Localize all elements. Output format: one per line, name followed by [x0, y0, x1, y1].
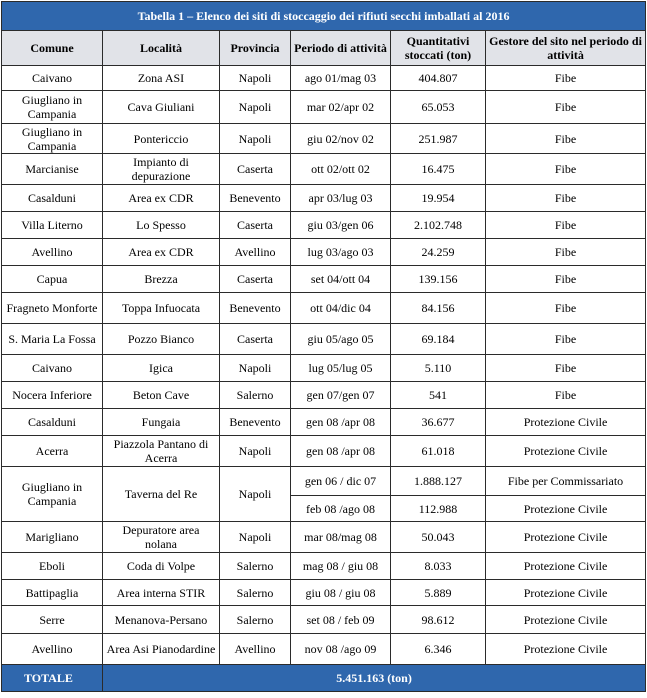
cell-gestore: Protezione Civile: [486, 522, 646, 553]
cell-quantitativo: 139.156: [391, 266, 486, 293]
cell-provincia: Napoli: [220, 522, 291, 553]
cell-comune: Nocera Inferiore: [2, 382, 103, 409]
cell-localita: Area interna STIR: [103, 580, 220, 606]
cell-periodo: set 04/ott 04: [291, 266, 391, 293]
cell-gestore: Fibe per Commissariato: [486, 467, 646, 496]
cell-localita: Pontericcio: [103, 124, 220, 154]
cell-quantitativo: 541: [391, 382, 486, 409]
cell-periodo: gen 07/gen 07: [291, 382, 391, 409]
column-header-provincia: Provincia: [220, 31, 291, 66]
table-row: [2, 606, 646, 634]
cell-quantitativo: 251.987: [391, 124, 486, 154]
cell-provincia: Avellino: [220, 634, 291, 665]
table-row: [2, 124, 646, 154]
cell-gestore: Protezione Civile: [486, 496, 646, 522]
column-header-quantitativo: Quantitativi stoccati (ton): [391, 31, 486, 66]
cell-localita: Brezza: [103, 266, 220, 293]
cell-localita: Pozzo Bianco: [103, 324, 220, 355]
cell-quantitativo: 84.156: [391, 293, 486, 324]
cell-comune: Eboli: [2, 553, 103, 580]
cell-periodo: mar 02/apr 02: [291, 91, 391, 124]
cell-periodo: giu 08 / giu 08: [291, 580, 391, 606]
cell-comune: S. Maria La Fossa: [2, 324, 103, 355]
table-row: [2, 634, 646, 665]
cell-gestore: Fibe: [486, 124, 646, 154]
table-row: [2, 91, 646, 124]
cell-periodo: gen 08 /apr 08: [291, 436, 391, 467]
table-row: [2, 154, 646, 185]
cell-localita: Area Asi Pianodardine: [103, 634, 220, 665]
cell-provincia: Napoli: [220, 91, 291, 124]
cell-comune: Avellino: [2, 634, 103, 665]
column-header-gestore: Gestore del sito nel periodo di attività: [486, 31, 646, 66]
cell-localita: Depuratore area nolana: [103, 522, 220, 553]
cell-comune: Villa Literno: [2, 212, 103, 239]
cell-gestore: Fibe: [486, 293, 646, 324]
total-label: TOTALE: [2, 665, 103, 692]
cell-localita: Piazzola Pantano di Acerra: [103, 436, 220, 467]
cell-comune: Giugliano in Campania: [2, 91, 103, 124]
cell-periodo: nov 08 /ago 09: [291, 634, 391, 665]
cell-gestore: Fibe: [486, 66, 646, 91]
table-body: [2, 66, 646, 665]
cell-periodo: apr 03/lug 03: [291, 185, 391, 212]
cell-comune: Giugliano in Campania: [2, 124, 103, 154]
cell-periodo: lug 05/lug 05: [291, 355, 391, 382]
table-row: [2, 324, 646, 355]
cell-periodo: ago 01/mag 03: [291, 66, 391, 91]
cell-gestore: Fibe: [486, 154, 646, 185]
cell-quantitativo: 5.110: [391, 355, 486, 382]
cell-localita: Coda di Volpe: [103, 553, 220, 580]
cell-provincia: Caserta: [220, 212, 291, 239]
cell-provincia: Napoli: [220, 436, 291, 467]
cell-provincia: Caserta: [220, 324, 291, 355]
cell-periodo: lug 03/ago 03: [291, 239, 391, 266]
cell-quantitativo: 61.018: [391, 436, 486, 467]
cell-provincia: Caserta: [220, 266, 291, 293]
cell-localita: Beton Cave: [103, 382, 220, 409]
table-row: [2, 522, 646, 553]
cell-periodo: gen 06 / dic 07: [291, 467, 391, 496]
cell-localita: Area ex CDR: [103, 185, 220, 212]
header-row: [2, 31, 646, 66]
cell-provincia: Salerno: [220, 606, 291, 634]
cell-gestore: Fibe: [486, 382, 646, 409]
cell-comune: Avellino: [2, 239, 103, 266]
cell-periodo: set 08 / feb 09: [291, 606, 391, 634]
cell-gestore: Protezione Civile: [486, 634, 646, 665]
column-header-localita: Località: [103, 31, 220, 66]
cell-comune: Marigliano: [2, 522, 103, 553]
table-row: [2, 436, 646, 467]
cell-quantitativo: 8.033: [391, 553, 486, 580]
cell-comune: Caivano: [2, 355, 103, 382]
table-row: [2, 580, 646, 606]
cell-provincia: Napoli: [220, 355, 291, 382]
cell-quantitativo: 6.346: [391, 634, 486, 665]
table-row: [2, 355, 646, 382]
cell-comune: Giugliano in Campania: [2, 467, 103, 522]
cell-comune: Fragneto Monforte: [2, 293, 103, 324]
cell-quantitativo: 24.259: [391, 239, 486, 266]
cell-quantitativo: 69.184: [391, 324, 486, 355]
cell-quantitativo: 2.102.748: [391, 212, 486, 239]
cell-comune: Casalduni: [2, 185, 103, 212]
cell-localita: Menanova-Persano: [103, 606, 220, 634]
cell-provincia: Napoli: [220, 66, 291, 91]
cell-gestore: Fibe: [486, 266, 646, 293]
cell-periodo: ott 02/ott 02: [291, 154, 391, 185]
cell-provincia: Salerno: [220, 553, 291, 580]
waste-storage-table: [1, 1, 646, 692]
cell-comune: Marcianise: [2, 154, 103, 185]
cell-comune: Acerra: [2, 436, 103, 467]
cell-provincia: Salerno: [220, 580, 291, 606]
table-row: [2, 266, 646, 293]
table-row: [2, 239, 646, 266]
table-row: [2, 382, 646, 409]
cell-localita: Impianto di depurazione: [103, 154, 220, 185]
cell-provincia: Napoli: [220, 467, 291, 522]
cell-quantitativo: 36.677: [391, 409, 486, 436]
table-row: [2, 293, 646, 324]
table-row: [2, 553, 646, 580]
cell-provincia: Salerno: [220, 382, 291, 409]
table-row: [2, 185, 646, 212]
cell-provincia: Benevento: [220, 409, 291, 436]
table-title: Tabella 1 – Elenco dei siti di stoccaggio dei rifiuti secchi imballati al 2016: [2, 2, 646, 31]
cell-periodo: mar 08/mag 08: [291, 522, 391, 553]
cell-quantitativo: 1.888.127: [391, 467, 486, 496]
cell-periodo: gen 08 /apr 08: [291, 409, 391, 436]
total-value: 5.451.163 (ton): [103, 665, 646, 692]
cell-gestore: Protezione Civile: [486, 553, 646, 580]
cell-gestore: Fibe: [486, 91, 646, 124]
cell-localita: Fungaia: [103, 409, 220, 436]
cell-periodo: giu 03/gen 06: [291, 212, 391, 239]
cell-gestore: Protezione Civile: [486, 580, 646, 606]
cell-quantitativo: 65.053: [391, 91, 486, 124]
cell-comune: Casalduni: [2, 409, 103, 436]
cell-localita: Cava Giuliani: [103, 91, 220, 124]
cell-quantitativo: 112.988: [391, 496, 486, 522]
cell-provincia: Benevento: [220, 293, 291, 324]
column-header-comune: Comune: [2, 31, 103, 66]
cell-periodo: feb 08 /ago 08: [291, 496, 391, 522]
cell-periodo: mag 08 / giu 08: [291, 553, 391, 580]
cell-gestore: Fibe: [486, 324, 646, 355]
cell-quantitativo: 50.043: [391, 522, 486, 553]
cell-periodo: giu 05/ago 05: [291, 324, 391, 355]
cell-localita: Area ex CDR: [103, 239, 220, 266]
table-row: [2, 212, 646, 239]
total-row: [2, 665, 646, 692]
cell-gestore: Fibe: [486, 185, 646, 212]
cell-gestore: Fibe: [486, 212, 646, 239]
table-row: [2, 66, 646, 91]
cell-quantitativo: 19.954: [391, 185, 486, 212]
cell-gestore: Fibe: [486, 355, 646, 382]
cell-gestore: Fibe: [486, 239, 646, 266]
cell-quantitativo: 98.612: [391, 606, 486, 634]
cell-provincia: Caserta: [220, 154, 291, 185]
cell-quantitativo: 404.807: [391, 66, 486, 91]
cell-comune: Capua: [2, 266, 103, 293]
cell-localita: Igica: [103, 355, 220, 382]
cell-gestore: Protezione Civile: [486, 436, 646, 467]
column-header-periodo: Periodo di attività: [291, 31, 391, 66]
cell-gestore: Protezione Civile: [486, 606, 646, 634]
cell-provincia: Napoli: [220, 124, 291, 154]
cell-provincia: Avellino: [220, 239, 291, 266]
cell-quantitativo: 5.889: [391, 580, 486, 606]
cell-localita: Lo Spesso: [103, 212, 220, 239]
cell-periodo: ott 04/dic 04: [291, 293, 391, 324]
cell-quantitativo: 16.475: [391, 154, 486, 185]
cell-comune: Caivano: [2, 66, 103, 91]
table-row: [2, 409, 646, 436]
cell-gestore: Protezione Civile: [486, 409, 646, 436]
cell-localita: Zona ASI: [103, 66, 220, 91]
cell-localita: Taverna del Re: [103, 467, 220, 522]
cell-comune: Serre: [2, 606, 103, 634]
table-row: [2, 467, 646, 496]
cell-provincia: Benevento: [220, 185, 291, 212]
cell-periodo: giu 02/nov 02: [291, 124, 391, 154]
cell-localita: Toppa Infuocata: [103, 293, 220, 324]
cell-comune: Battipaglia: [2, 580, 103, 606]
